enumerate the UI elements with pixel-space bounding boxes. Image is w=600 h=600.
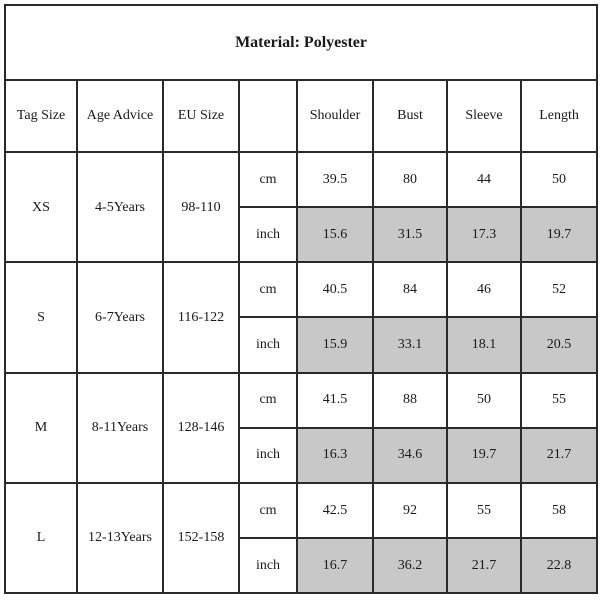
length-value-cell: 52: [521, 262, 597, 317]
sleeve-value-cell: 46: [447, 262, 521, 317]
header-row: [5, 80, 597, 152]
unit-cell: inch: [239, 317, 297, 372]
table-title: Material: Polyester: [5, 5, 597, 80]
shoulder-value-cell: 39.5: [297, 152, 373, 207]
sleeve-value-cell: 19.7: [447, 428, 521, 483]
tag-size-cell: L: [5, 483, 77, 593]
tag-size-cell: M: [5, 373, 77, 483]
bust-value-cell: 80: [373, 152, 447, 207]
header-length: Length: [521, 80, 597, 152]
table-row: [5, 262, 597, 317]
shoulder-value-cell: 15.9: [297, 317, 373, 372]
table-row: [5, 373, 597, 428]
unit-cell: cm: [239, 152, 297, 207]
header-sleeve: Sleeve: [447, 80, 521, 152]
length-value-cell: 50: [521, 152, 597, 207]
shoulder-value-cell: 16.3: [297, 428, 373, 483]
title-row: [5, 5, 597, 80]
length-value-cell: 21.7: [521, 428, 597, 483]
shoulder-value-cell: 15.6: [297, 207, 373, 262]
sleeve-value-cell: 44: [447, 152, 521, 207]
sleeve-value-cell: 21.7: [447, 538, 521, 593]
bust-value-cell: 92: [373, 483, 447, 538]
bust-value-cell: 33.1: [373, 317, 447, 372]
table-row: [5, 152, 597, 207]
length-value-cell: 22.8: [521, 538, 597, 593]
shoulder-value-cell: 41.5: [297, 373, 373, 428]
bust-value-cell: 34.6: [373, 428, 447, 483]
age-advice-cell: 12-13Years: [77, 483, 163, 593]
header-unit: [239, 80, 297, 152]
bust-value-cell: 84: [373, 262, 447, 317]
shoulder-value-cell: 42.5: [297, 483, 373, 538]
unit-cell: cm: [239, 373, 297, 428]
eu-size-cell: 128-146: [163, 373, 239, 483]
unit-cell: inch: [239, 207, 297, 262]
header-bust: Bust: [373, 80, 447, 152]
size-chart-table: [4, 4, 598, 594]
sleeve-value-cell: 50: [447, 373, 521, 428]
length-value-cell: 19.7: [521, 207, 597, 262]
age-advice-cell: 6-7Years: [77, 262, 163, 372]
unit-cell: inch: [239, 538, 297, 593]
unit-cell: cm: [239, 262, 297, 317]
length-value-cell: 55: [521, 373, 597, 428]
eu-size-cell: 98-110: [163, 152, 239, 262]
tag-size-cell: S: [5, 262, 77, 372]
tag-size-cell: XS: [5, 152, 77, 262]
header-eu-size: EU Size: [163, 80, 239, 152]
table-row: [5, 483, 597, 538]
shoulder-value-cell: 40.5: [297, 262, 373, 317]
length-value-cell: 58: [521, 483, 597, 538]
header-age-advice: Age Advice: [77, 80, 163, 152]
header-shoulder: Shoulder: [297, 80, 373, 152]
age-advice-cell: 4-5Years: [77, 152, 163, 262]
length-value-cell: 20.5: [521, 317, 597, 372]
unit-cell: cm: [239, 483, 297, 538]
shoulder-value-cell: 16.7: [297, 538, 373, 593]
bust-value-cell: 88: [373, 373, 447, 428]
eu-size-cell: 116-122: [163, 262, 239, 372]
age-advice-cell: 8-11Years: [77, 373, 163, 483]
sleeve-value-cell: 18.1: [447, 317, 521, 372]
eu-size-cell: 152-158: [163, 483, 239, 593]
header-tag-size: Tag Size: [5, 80, 77, 152]
sleeve-value-cell: 17.3: [447, 207, 521, 262]
bust-value-cell: 36.2: [373, 538, 447, 593]
bust-value-cell: 31.5: [373, 207, 447, 262]
unit-cell: inch: [239, 428, 297, 483]
sleeve-value-cell: 55: [447, 483, 521, 538]
